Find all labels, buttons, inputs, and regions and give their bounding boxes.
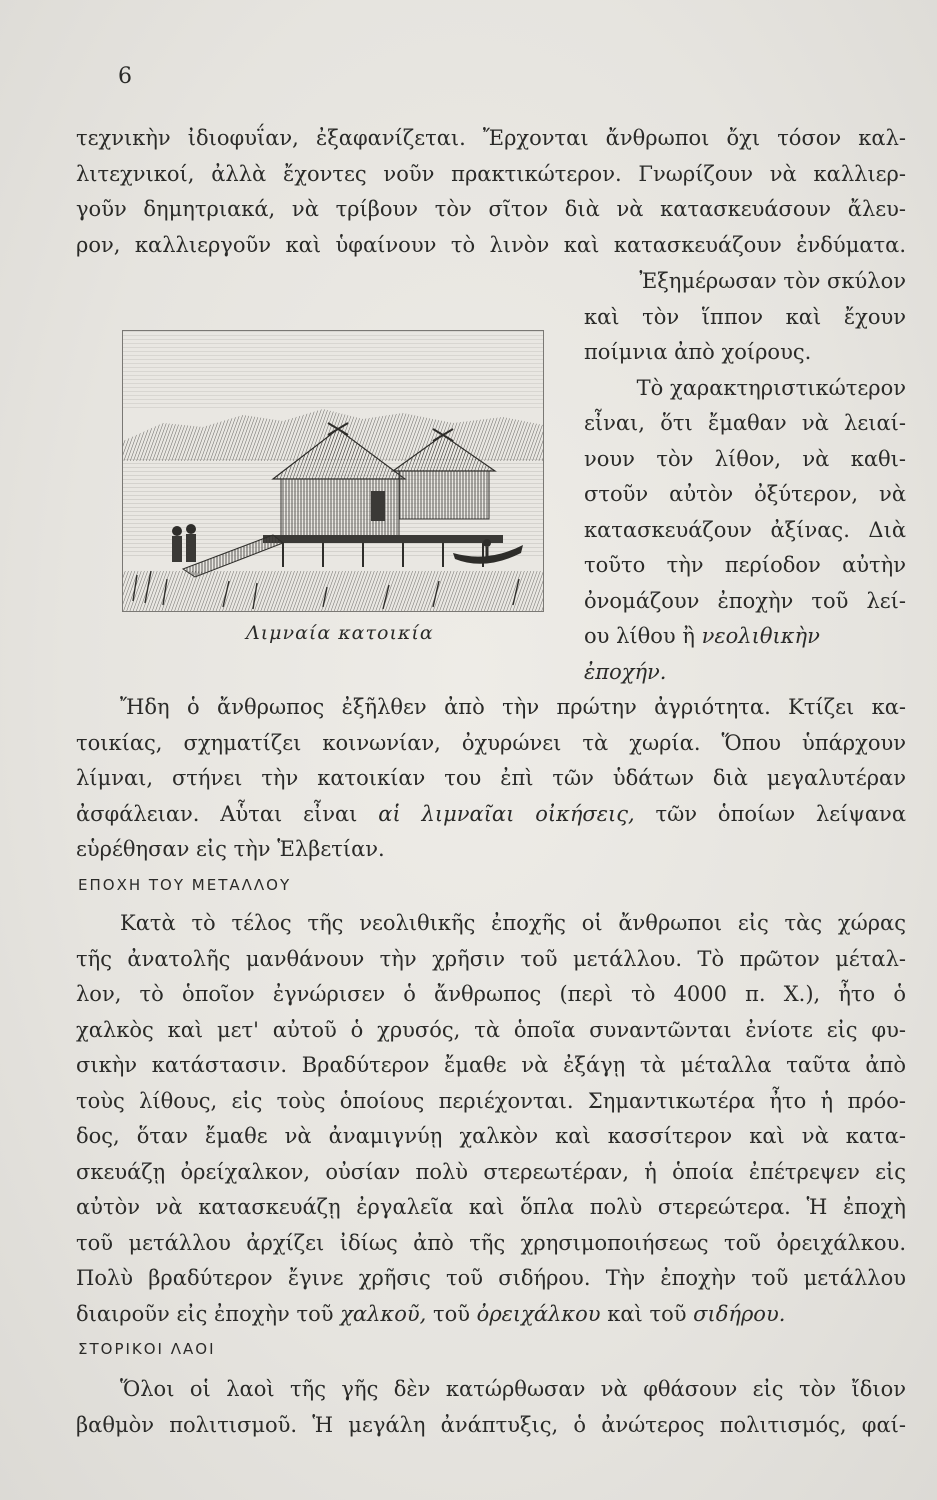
section-heading-metal-age: ΕΠΟΧΗ ΤΟΥ ΜΕΤΑΛΛΟΥ <box>78 876 292 894</box>
italic-term: νεολιθικὴν <box>701 624 820 648</box>
text-line <box>584 619 906 655</box>
text-line: τοῦ μετάλλου ἀρχίζει ἰδίως ἀπὸ τῆς χρησιμοποιήσεως τοῦ ὀρειχάλκου. <box>76 1230 906 1255</box>
italic-term: αἱ λιμναῖαι οἰκήσεις, <box>378 801 635 826</box>
historic-peoples-paragraph <box>76 1372 906 1443</box>
italic-term: χαλκοῦ, <box>340 1301 427 1326</box>
text-line: Ὅλοι οἱ λαοὶ τῆς γῆς δὲν κατώρθωσαν νὰ φθάσουν εἰς τὸν ἴδιον <box>120 1377 906 1401</box>
text-line: δος, ὅταν ἔμαθε νὰ ἀναμιγνύῃ χαλκὸν καὶ κασσίτερον καὶ νὰ κατα- <box>76 1124 906 1148</box>
text-line: καὶ τὸν ἵππον καὶ ἔχουν <box>584 304 906 329</box>
text-line: βαθμὸν πολιτισμοῦ. Ἡ μεγάλη ἀνάπτυξις, ὁ ἀνώτερος πολιτισμός, φαί- <box>76 1412 906 1437</box>
text-line: νουν τὸν λίθον, νὰ καθι- <box>584 446 906 471</box>
text-fragment: τῶν ὁποίων λείψανα <box>634 801 906 826</box>
section-heading-historic-peoples: ΣΤΟΡΙΚΟΙ ΛΑΟΙ <box>78 1340 216 1358</box>
text-line: εὑρέθησαν εἰς τὴν Ἑλβετίαν. <box>76 837 385 861</box>
text-line: Ἐξημέρωσαν τὸν σκύλον <box>639 269 906 293</box>
text-line: κατασκευάζουν ἀξίνας. Διὰ <box>584 517 906 542</box>
text-line: τεχνικὴν ἰδιοφυΐαν, ἐξαφανίζεται. Ἔρχονται ἄνθρωποι ὄχι τόσον καλ- <box>76 126 906 150</box>
text-line <box>76 797 906 833</box>
text-line: τοικίας, σχηματίζει κοινωνίαν, ὀχυρώνει τὰ χωρία. Ὅπου ὑπάρχουν <box>76 730 906 755</box>
text-line: ποίμνια ἀπὸ χοίρους. <box>584 340 812 364</box>
text-line: στοῦν αὐτὸν ὀξύτερον, νὰ <box>584 482 906 506</box>
text-fragment: ἀσφάλειαν. Αὗται εἶναι <box>76 801 379 826</box>
text-line: ρον, καλλιεργοῦν καὶ ὑφαίνουν τὸ λινὸν καὶ κατασκευάζουν ἐνδύματα. <box>76 232 906 257</box>
text-line: σικὴν κατάστασιν. Βραδύτερον ἔμαθε νὰ ἐξάγῃ τὰ μέταλλα ταῦτα ἀπὸ <box>76 1053 906 1077</box>
text-line: Κατὰ τὸ τέλος τῆς νεολιθικῆς ἐποχῆς οἱ ἄνθρωποι εἰς τὰς χώρας <box>120 911 906 935</box>
text-fragment: διαιροῦν εἰς ἐποχὴν τοῦ <box>76 1301 341 1326</box>
text-line: Τὸ χαρακτηριστικώτερον <box>636 375 906 400</box>
text-line <box>76 1297 906 1333</box>
text-line: τῆς ἀνατολῆς μανθάνουν τὴν χρῆσιν τοῦ μετάλλου. Τὸ πρῶτον μέταλ- <box>76 946 906 971</box>
intro-paragraph <box>76 121 906 263</box>
text-line: Πολὺ βραδύτερον ἔγινε χρῆσις τοῦ σιδήρου. Τὴν ἐποχὴν τοῦ μετάλλου <box>76 1266 906 1290</box>
text-fragment: ου λίθου ἢ <box>584 624 702 648</box>
text-line: ὀνομάζουν ἐποχὴν τοῦ λεί- <box>584 588 906 613</box>
italic-term: ὀρειχάλκου <box>476 1301 601 1326</box>
metal-age-paragraph <box>76 906 906 1332</box>
text-fragment: καὶ τοῦ <box>600 1301 694 1326</box>
text-line: Ἤδη ὁ ἄνθρωπος ἐξῆλθεν ἀπὸ τὴν πρώτην ἀγριότητα. Κτίζει κα- <box>120 695 906 719</box>
lake-dwelling-engraving <box>123 331 543 611</box>
text-line: λον, τὸ ὁποῖον ἐγνώρισεν ὁ ἄνθρωπος (περὶ τὸ 4000 π. Χ.), ἦτο ὁ <box>76 982 906 1006</box>
text-line: σκευάζῃ ὀρείχαλκον, οὐσίαν πολὺ στερεωτέραν, ἡ ὁποία ἐπέτρεψεν εἰς <box>76 1159 906 1184</box>
italic-term: ἐποχήν. <box>584 659 667 684</box>
text-line: χαλκὸς καὶ μετ' αὐτοῦ ὁ χρυσός, τὰ ὁποῖα συναντῶνται ἐνίοτε εἰς φυ- <box>76 1017 906 1042</box>
text-line: γοῦν δημητριακά, νὰ τρίβουν τὸν σῖτον διὰ νὰ κατασκευάσουν ἄλευ- <box>76 197 906 221</box>
side-column <box>584 264 906 690</box>
text-line: λιτεχνικοί, ἀλλὰ ἔχοντες νοῦν πρακτικώτερον. Γνωρίζουν νὰ καλλιερ- <box>76 161 906 186</box>
text-line: αὐτὸν νὰ κατασκευάζῃ ἐργαλεῖα καὶ ὅπλα πολὺ στερεώτερα. Ἡ ἐποχὴ <box>76 1195 906 1219</box>
text-line: τοὺς λίθους, εἰς τοὺς ὁποίους περιέχονται. Σημαντικωτέρα ἦτο ἡ πρόο- <box>76 1088 906 1113</box>
text-line: τοῦτο τὴν περίοδον αὐτὴν <box>584 553 906 577</box>
lake-dwelling-illustration <box>122 330 544 612</box>
lake-dwellings-paragraph <box>76 690 906 868</box>
text-line: εἶναι, ὅτι ἔμαθαν νὰ λειαί- <box>584 411 906 435</box>
figure-caption: Λιμναία κατοικία <box>246 622 434 644</box>
italic-term: σιδήρου. <box>693 1301 786 1326</box>
text-line: λίμναι, στήνει τὴν κατοικίαν του ἐπὶ τῶν ὑδάτων διὰ μεγαλυτέραν <box>76 766 906 790</box>
text-fragment: τοῦ <box>426 1301 477 1326</box>
page-number: 6 <box>118 64 133 89</box>
